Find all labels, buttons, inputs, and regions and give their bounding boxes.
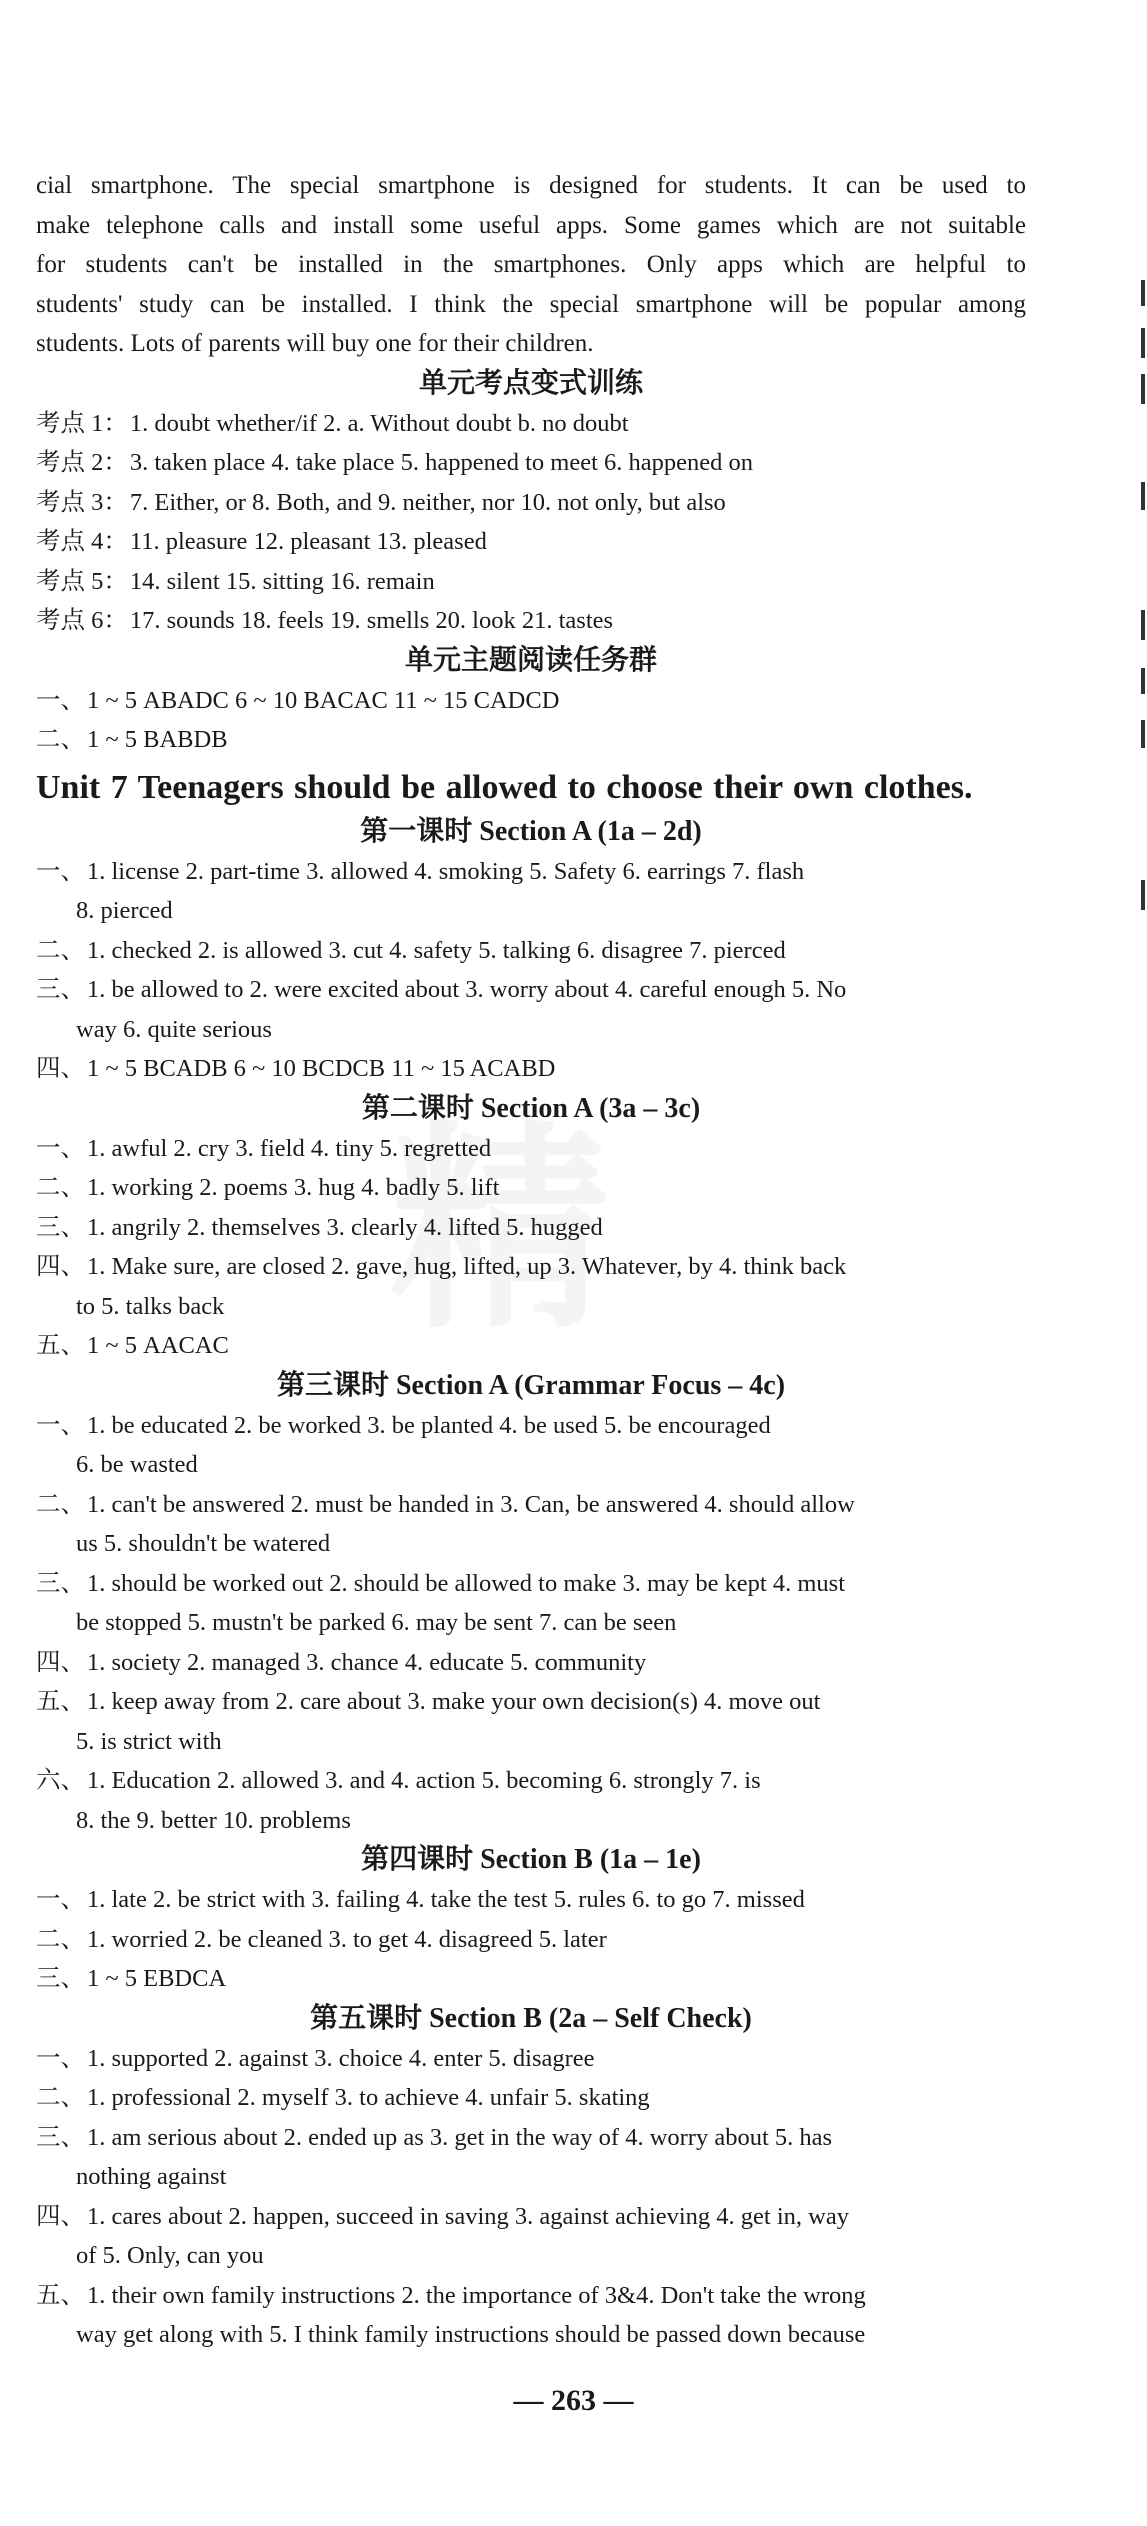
answer-row bbox=[36, 852, 1026, 892]
answer-row bbox=[36, 1880, 1026, 1920]
row-text: us 5. shouldn't be watered bbox=[76, 1530, 331, 1557]
variant-training-list bbox=[36, 404, 1026, 641]
answer-row-continuation bbox=[36, 1801, 1026, 1841]
row-marker: 五、 bbox=[36, 2281, 85, 2309]
row-text: 1. their own family instructions 2. the importance of 3&4. Don't take the wrong bbox=[87, 2281, 866, 2309]
answer-row bbox=[36, 681, 1026, 721]
paragraph-line: students. Lots of parents will buy one for their children. bbox=[36, 330, 594, 357]
answer-row-continuation bbox=[36, 1010, 1026, 1050]
row-text: 6. be wasted bbox=[76, 1451, 198, 1478]
unit-title: Unit 7 Teenagers should be allowed to choose their own clothes. bbox=[36, 768, 973, 806]
row-marker: 一、 bbox=[36, 857, 85, 885]
row-text: 1 ~ 5 BCADB 6 ~ 10 BCDCB 11 ~ 15 ACABD bbox=[87, 1055, 556, 1082]
answer-row bbox=[36, 443, 1026, 483]
row-marker: 考点 1： bbox=[36, 409, 128, 437]
row-text: way get along with 5. I think family instructions should be passed down because bbox=[76, 2321, 866, 2348]
row-text: 1. be allowed to 2. were excited about 3. worry about 4. careful enough 5. No bbox=[87, 976, 847, 1003]
answer-row bbox=[36, 1682, 1026, 1722]
row-text: be stopped 5. mustn't be parked 6. may be sent 7. can be seen bbox=[76, 1609, 677, 1636]
row-text: 1. worried 2. be cleaned 3. to get 4. disagreed 5. later bbox=[87, 1925, 607, 1953]
row-text: 7. Either, or 8. Both, and 9. neither, nor 10. not only, but also bbox=[129, 488, 726, 516]
row-text: 1. awful 2. cry 3. field 4. tiny 5. regretted bbox=[87, 1134, 492, 1162]
row-text: 1 ~ 5 EBDCA bbox=[87, 1965, 227, 1992]
answer-row-continuation bbox=[36, 1445, 1026, 1485]
row-marker: 一、 bbox=[36, 2044, 85, 2072]
row-text: of 5. Only, can you bbox=[76, 2242, 264, 2269]
row-text: 1 ~ 5 BABDB bbox=[87, 726, 228, 753]
paragraph-line: make telephone calls and install some useful apps. Some games which are not suitable bbox=[36, 211, 1026, 239]
row-marker: 四、 bbox=[36, 2202, 85, 2230]
answer-row bbox=[36, 404, 1026, 444]
lesson-section bbox=[36, 1999, 1026, 2355]
row-text: 1. Make sure, are closed 2. gave, hug, lifted, up 3. Whatever, by 4. think back bbox=[87, 1253, 847, 1280]
row-text: 3. taken place 4. take place 5. happened to meet 6. happened on bbox=[129, 449, 754, 476]
row-marker: 四、 bbox=[36, 1253, 85, 1280]
answer-row bbox=[36, 483, 1026, 523]
answer-row bbox=[36, 562, 1026, 602]
lesson-heading: 第二课时 Section A (3a – 3c) bbox=[361, 1092, 701, 1124]
row-marker: 六、 bbox=[36, 1767, 85, 1794]
row-marker: 考点 2： bbox=[36, 449, 128, 476]
answer-row bbox=[36, 1643, 1026, 1683]
row-text: 17. sounds 18. feels 19. smells 20. look 21. tastes bbox=[129, 607, 614, 634]
lesson-section bbox=[36, 1366, 1026, 1841]
lesson-heading: 第四课时 Section B (1a – 1e) bbox=[361, 1844, 701, 1875]
row-text: 1. professional 2. myself 3. to achieve 4. unfair 5. skating bbox=[87, 2084, 650, 2111]
row-text: 1. cares about 2. happen, succeed in saving 3. against achieving 4. get in, way bbox=[87, 2202, 849, 2230]
row-text: 11. pleasure 12. pleasant 13. pleased bbox=[129, 528, 487, 555]
answer-row-continuation bbox=[36, 2157, 1026, 2197]
answer-row-continuation bbox=[36, 2315, 1026, 2355]
row-marker: 一、 bbox=[36, 686, 85, 714]
theme-reading-heading: 单元主题阅读任务群 bbox=[404, 644, 657, 676]
answer-row-continuation bbox=[36, 1722, 1026, 1762]
paragraph-line: students' study can be installed. I think the special smartphone will be popular among bbox=[36, 290, 1026, 318]
row-marker: 四、 bbox=[36, 1055, 85, 1082]
row-marker: 考点 5： bbox=[36, 567, 128, 595]
lessons-container bbox=[36, 812, 1026, 2355]
paragraph-line: for students can't be installed in the smartphones. Only apps which are helpful to bbox=[36, 251, 1026, 278]
row-text: 1. keep away from 2. care about 3. make your own decision(s) 4. move out bbox=[87, 1688, 821, 1715]
row-text: 1 ~ 5 ABADC 6 ~ 10 BACAC 11 ~ 15 CADCD bbox=[87, 686, 560, 714]
row-text: 1. am serious about 2. ended up as 3. get in the way of 4. worry about 5. has bbox=[87, 2123, 833, 2151]
row-text: 1. supported 2. against 3. choice 4. enter 5. disagree bbox=[87, 2044, 595, 2072]
answer-row bbox=[36, 1920, 1026, 1960]
lesson-heading: 第五课时 Section B (2a – Self Check) bbox=[310, 2002, 752, 2034]
answer-row bbox=[36, 2197, 1026, 2237]
row-text: way 6. quite serious bbox=[76, 1015, 272, 1043]
row-marker: 二、 bbox=[36, 1490, 85, 1518]
answer-row bbox=[36, 1564, 1026, 1604]
row-text: 8. the 9. better 10. problems bbox=[76, 1806, 351, 1834]
row-text: 1. angrily 2. themselves 3. clearly 4. lifted 5. hugged bbox=[87, 1213, 603, 1241]
row-text: 1. should be worked out 2. should be allowed to make 3. may be kept 4. must bbox=[87, 1569, 846, 1597]
answer-row bbox=[36, 1406, 1026, 1446]
row-text: 1 ~ 5 AACAC bbox=[87, 1332, 229, 1359]
row-marker: 四、 bbox=[36, 1648, 85, 1676]
answer-row bbox=[36, 1761, 1026, 1801]
row-marker: 二、 bbox=[36, 726, 85, 753]
row-text: 1. Education 2. allowed 3. and 4. action 5. becoming 6. strongly 7. is bbox=[87, 1767, 761, 1794]
row-marker: 三、 bbox=[36, 976, 85, 1003]
row-text: 5. is strict with bbox=[76, 1727, 222, 1755]
row-marker: 考点 4： bbox=[36, 528, 128, 555]
answer-row bbox=[36, 720, 1026, 760]
answer-row bbox=[36, 970, 1026, 1010]
answer-row-continuation bbox=[36, 1603, 1026, 1643]
answer-row-continuation bbox=[36, 1524, 1026, 1564]
row-marker: 一、 bbox=[36, 1411, 85, 1439]
row-marker: 五、 bbox=[36, 1688, 85, 1715]
row-text: 1. license 2. part-time 3. allowed 4. smoking 5. Safety 6. earrings 7. flash bbox=[87, 857, 805, 885]
row-text: 1. late 2. be strict with 3. failing 4. take the test 5. rules 6. to go 7. missed bbox=[87, 1886, 805, 1913]
watermark bbox=[370, 1080, 630, 1380]
row-text: 14. silent 15. sitting 16. remain bbox=[129, 567, 435, 595]
row-marker: 一、 bbox=[36, 1134, 85, 1162]
row-marker: 三、 bbox=[36, 1569, 85, 1597]
answer-row bbox=[36, 2039, 1026, 2079]
answer-row bbox=[36, 522, 1026, 562]
row-marker: 考点 3： bbox=[36, 488, 128, 516]
lesson-heading: 第三课时 Section A (Grammar Focus – 4c) bbox=[276, 1369, 786, 1401]
row-marker: 二、 bbox=[36, 1174, 85, 1201]
lesson-section bbox=[36, 812, 1026, 1089]
row-marker: 二、 bbox=[36, 936, 85, 964]
row-text: 8. pierced bbox=[76, 897, 173, 924]
row-text: 1. society 2. managed 3. chance 4. educate 5. community bbox=[87, 1648, 647, 1676]
row-text: 1. working 2. poems 3. hug 4. badly 5. lift bbox=[87, 1174, 500, 1201]
page-number: — 263 — bbox=[513, 2384, 634, 2417]
row-text: to 5. talks back bbox=[76, 1292, 225, 1320]
answer-row bbox=[36, 1485, 1026, 1525]
answer-row bbox=[36, 601, 1026, 641]
row-text: nothing against bbox=[76, 2163, 227, 2190]
lesson-heading: 第一课时 Section A (1a – 2d) bbox=[360, 815, 702, 847]
row-marker: 二、 bbox=[36, 2084, 85, 2111]
row-text: 1. doubt whether/if 2. a. Without doubt b. no doubt bbox=[129, 409, 629, 437]
page-edge-marks bbox=[1135, 250, 1147, 930]
answer-row bbox=[36, 931, 1026, 971]
row-marker: 一、 bbox=[36, 1886, 85, 1913]
answer-row bbox=[36, 2118, 1026, 2158]
row-marker: 三、 bbox=[36, 2123, 85, 2151]
row-marker: 二、 bbox=[36, 1925, 85, 1953]
row-marker: 三、 bbox=[36, 1965, 85, 1992]
answer-row bbox=[36, 1959, 1026, 1999]
lesson-section bbox=[36, 1840, 1026, 1999]
answer-row bbox=[36, 2276, 1026, 2316]
row-text: 1. can't be answered 2. must be handed in 3. Can, be answered 4. should allow bbox=[87, 1490, 855, 1518]
row-marker: 五、 bbox=[36, 1332, 85, 1359]
intro-paragraph bbox=[36, 166, 1026, 364]
row-marker: 考点 6： bbox=[36, 607, 128, 634]
answer-row-continuation bbox=[36, 891, 1026, 931]
theme-reading-list bbox=[36, 681, 1026, 760]
answer-row bbox=[36, 2078, 1026, 2118]
row-text: 1. be educated 2. be worked 3. be planted 4. be used 5. be encouraged bbox=[87, 1411, 771, 1439]
row-marker: 三、 bbox=[36, 1213, 85, 1241]
variant-training-heading: 单元考点变式训练 bbox=[418, 367, 643, 399]
answer-row-continuation bbox=[36, 2236, 1026, 2276]
paragraph-line: cial smartphone. The special smartphone is designed for students. It can be used to bbox=[36, 172, 1026, 199]
row-text: 1. checked 2. is allowed 3. cut 4. safety 5. talking 6. disagree 7. pierced bbox=[87, 936, 786, 964]
